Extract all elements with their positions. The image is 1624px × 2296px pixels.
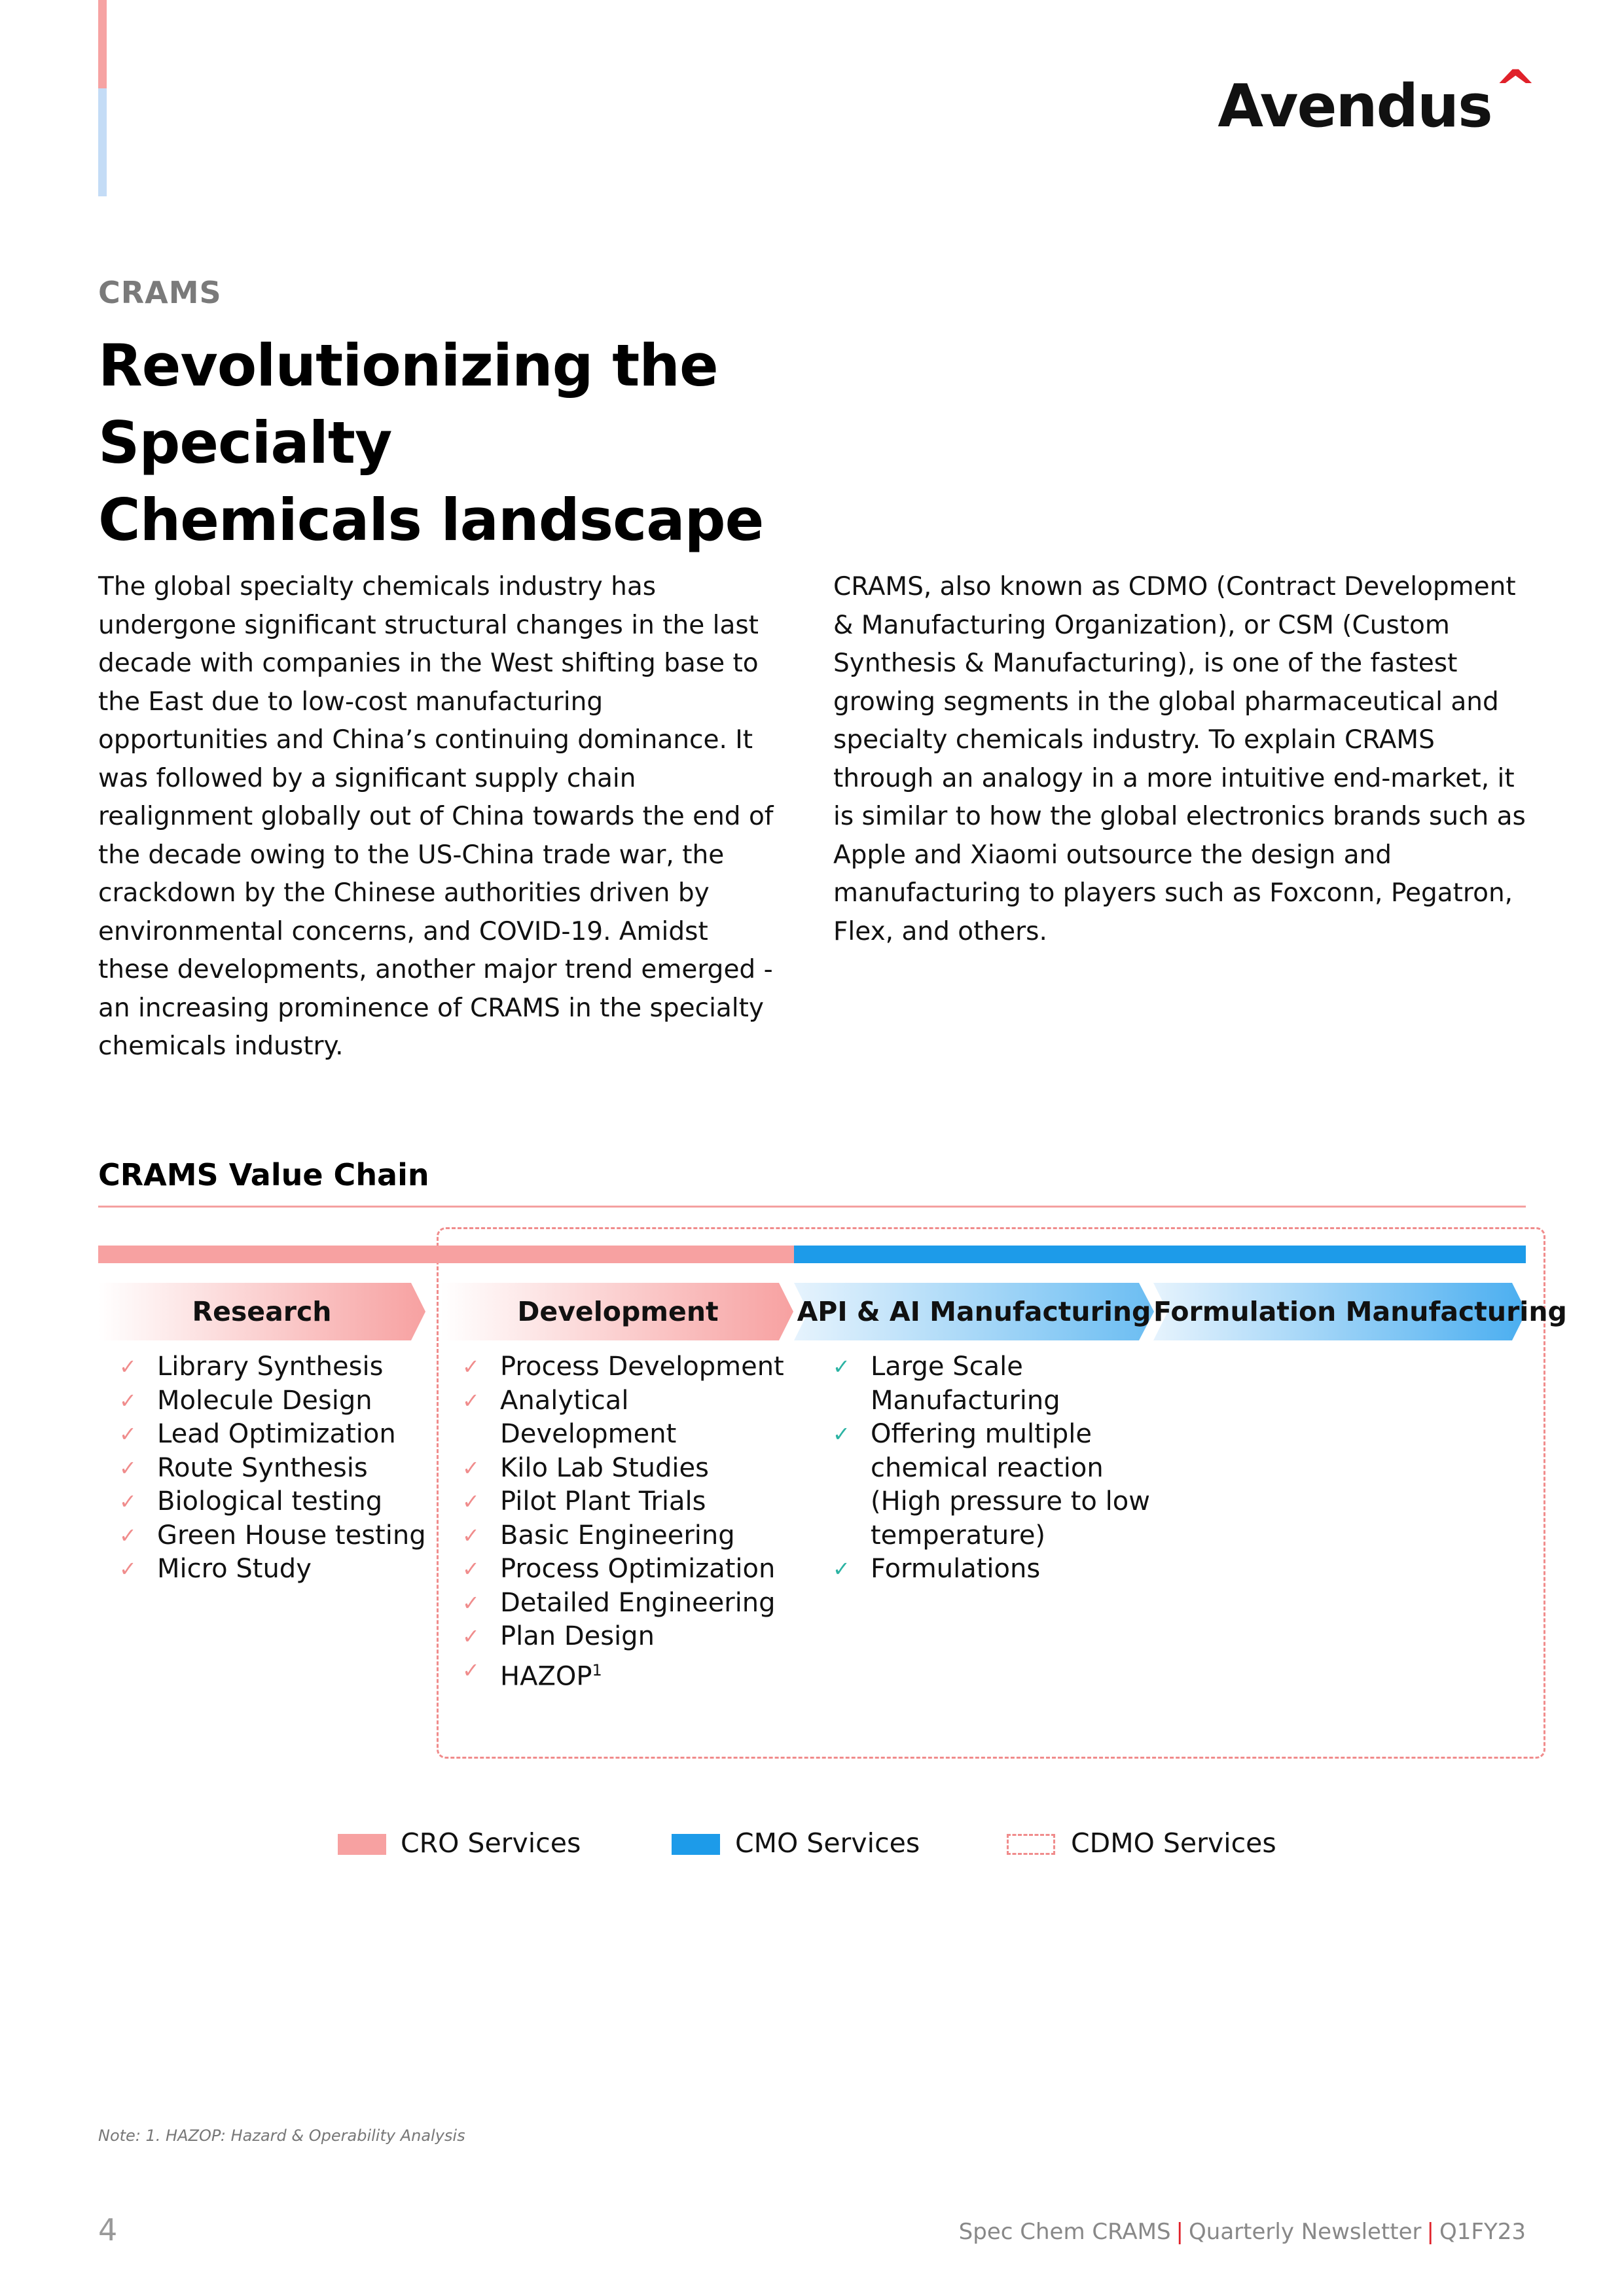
check-icon: ✓ — [462, 1522, 480, 1548]
list-item: ✓ Process Optimization — [441, 1552, 808, 1587]
research-activity-list — [98, 1350, 439, 1587]
list-item: ✓ Biological testing — [98, 1485, 439, 1519]
check-icon: ✓ — [462, 1489, 480, 1514]
check-icon: ✓ — [119, 1354, 137, 1379]
hazop-footnote-marker: 1 — [592, 1660, 602, 1679]
check-icon: ✓ — [462, 1556, 480, 1581]
check-icon: ✓ — [119, 1489, 137, 1514]
stage-label-development: Development — [517, 1296, 719, 1327]
accent-bar-bottom — [98, 88, 107, 196]
list-item: ✓ Large Scale Manufacturing — [833, 1352, 1060, 1416]
check-icon: ✓ — [119, 1422, 137, 1446]
legend-cdmo-swatch — [1007, 1834, 1055, 1855]
legend-cdmo-label: CDMO Services — [1071, 1827, 1276, 1859]
list-item: ✓ Green House testing — [98, 1519, 439, 1553]
list-item: ✓ Route Synthesis — [98, 1452, 439, 1486]
check-icon: ✓ — [462, 1455, 480, 1480]
check-icon: ✓ — [462, 1590, 480, 1615]
legend-cmo-label: CMO Services — [735, 1827, 920, 1859]
check-icon: ✓ — [462, 1354, 480, 1379]
cmo-services-bar — [794, 1246, 1526, 1263]
list-item: ✓ Lead Optimization — [98, 1418, 439, 1452]
check-icon: ✓ — [119, 1522, 137, 1548]
list-item: ✓ Plan Design — [441, 1620, 808, 1654]
logo-text: Avendus — [1218, 72, 1492, 141]
logo-caret-icon: ^ — [1494, 60, 1536, 119]
footer-separator: | — [1176, 2219, 1184, 2245]
legend-cmo-swatch — [672, 1834, 720, 1855]
list-item: ✓ HAZOP$^1$ — [441, 1654, 808, 1694]
page-title-line-2: Chemicals landscape — [98, 486, 764, 554]
list-item: ✓ Library Synthesis — [98, 1350, 439, 1384]
list-item: ✓ Formulations — [812, 1552, 1165, 1587]
check-icon: ✓ — [119, 1455, 137, 1480]
manufacturing-activity-list — [812, 1350, 1165, 1587]
stage-label-research: Research — [192, 1296, 332, 1327]
footer-quarter: Q1FY23 — [1439, 2219, 1526, 2245]
section-label: CRAMS — [98, 275, 222, 310]
list-item: ✓ Molecule Design — [98, 1384, 439, 1418]
footer-report-name: Spec Chem CRAMS — [958, 2219, 1171, 2245]
intro-paragraph-right: CRAMS, also known as CDMO (Contract Development & Manufacturing Organization), or CSM (Custom Synthesis & Manufacturing), is one of the fastest growing segments in the global pharmaceutical and specialty chemicals industry. To explain CRAMS through an analogy in a more intuitive end-market, it is similar to how the global electronics brands such as Apple and Xiaomi outsource the design and manufacturing to players such as Foxconn, Pegatron, Flex, and others. — [833, 572, 1526, 946]
list-item: ✓ Kilo Lab Studies — [441, 1452, 808, 1486]
list-item: ✓ Offering multiple chemical reaction (High pressure to low temperature) — [833, 1419, 1150, 1551]
check-icon: ✓ — [462, 1624, 480, 1649]
value-chain-divider — [98, 1206, 1526, 1208]
page-number: 4 — [98, 2212, 118, 2248]
check-icon: ✓ — [119, 1388, 137, 1413]
legend-cro-swatch — [338, 1834, 386, 1855]
page-title-line-1: Revolutionizing the Specialty — [98, 332, 718, 476]
development-activity-list — [441, 1350, 808, 1693]
legend-cro-label: CRO Services — [401, 1827, 581, 1859]
value-chain-title: CRAMS Value Chain — [98, 1157, 429, 1193]
list-item: ✓ Analytical Development — [462, 1385, 677, 1449]
value-chain-stage-labels — [98, 1283, 1567, 1340]
check-icon: ✓ — [833, 1422, 850, 1446]
list-item: ✓ Detailed Engineering — [441, 1587, 808, 1621]
check-icon: ✓ — [833, 1354, 850, 1379]
footer-separator: | — [1426, 2219, 1435, 2245]
cro-services-bar — [98, 1246, 794, 1263]
avendus-logo — [1218, 60, 1536, 141]
check-icon: ✓ — [462, 1388, 480, 1413]
list-item: ✓ Process Development — [441, 1350, 808, 1384]
check-icon: ✓ — [119, 1556, 137, 1581]
list-item: ✓ Basic Engineering — [441, 1519, 808, 1553]
list-item: ✓ Micro Study — [98, 1552, 439, 1587]
stage-label-formulation-manufacturing: Formulation Manufacturing — [1153, 1296, 1567, 1327]
footnote: Note: 1. HAZOP: Hazard & Operability Analysis — [98, 2126, 465, 2145]
stage-label-api-manufacturing: API & AI Manufacturing — [797, 1296, 1151, 1327]
check-icon: ✓ — [462, 1657, 480, 1683]
page-title — [98, 327, 1015, 559]
footer-publication-info — [959, 2219, 1526, 2245]
intro-paragraph-left: The global specialty chemicals industry has undergone significant structural changes in the last decade with companies in the West shifting base to the East due to low-cost manufacturing opportunities and China’s continuing dominance. It was followed by a significant supply chain realignment globally out of China towards the end of the decade owing to the US-China trade war, the crackdown by the Chinese authorities driven by environmental concerns, and COVID-19. Amidst these developments, another major trend emerged - an increasing prominence of CRAMS in the specialty chemicals industry. — [98, 572, 774, 1061]
list-item: ✓ Pilot Plant Trials — [441, 1485, 808, 1519]
accent-bar-top — [98, 0, 107, 88]
check-icon: ✓ — [833, 1556, 850, 1581]
footer-newsletter: Quarterly Newsletter — [1189, 2219, 1422, 2245]
